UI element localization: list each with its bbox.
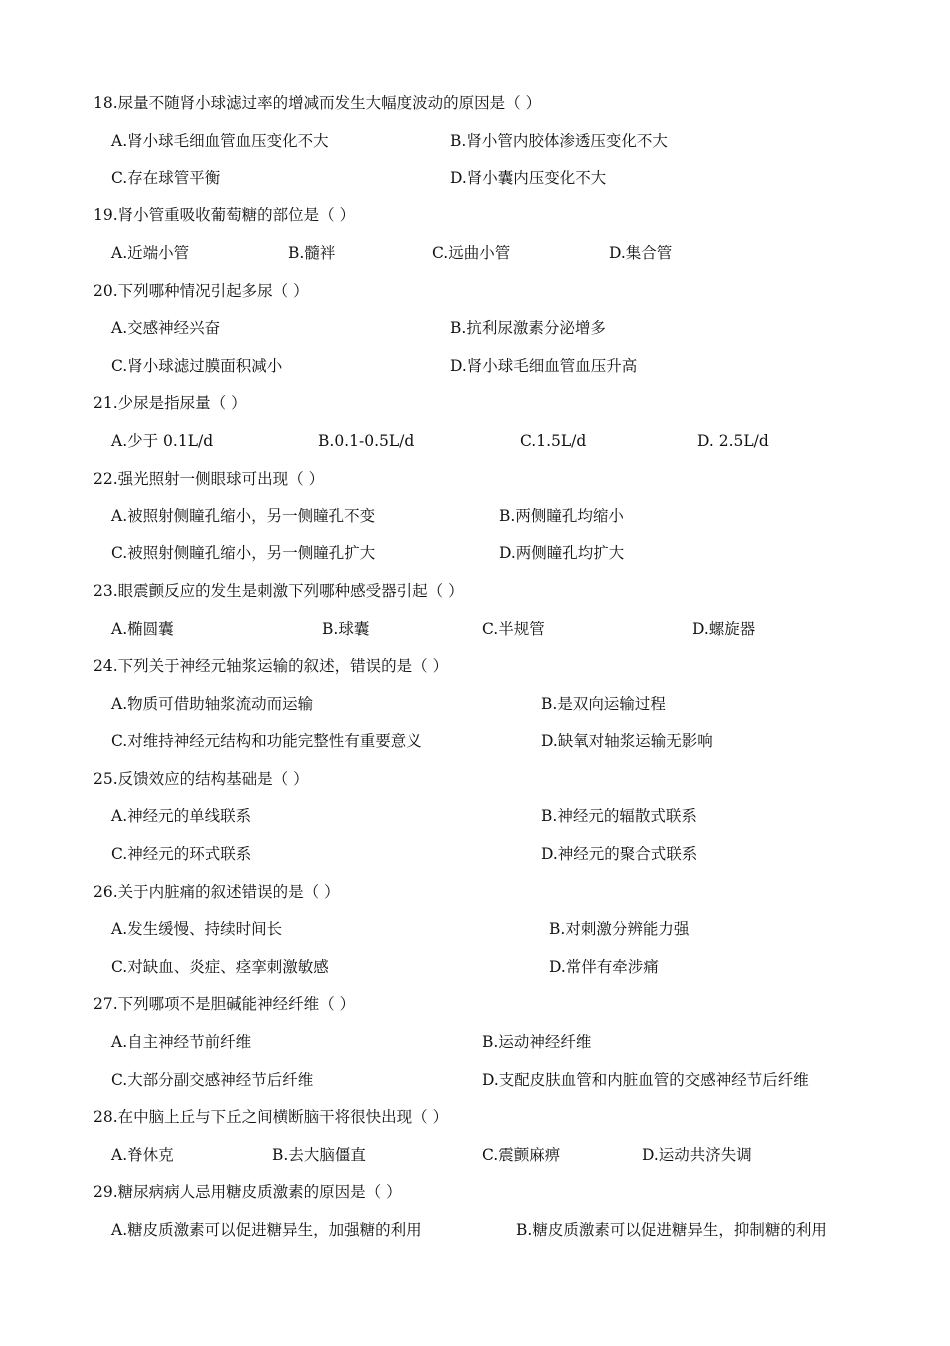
- question-text: 23.眼震颤反应的发生是刺激下列哪种感受器引起（ ）: [93, 582, 464, 600]
- option-a: A.被照射侧瞳孔缩小，另一侧瞳孔不变: [111, 507, 376, 525]
- question-text: 19.肾小管重吸收葡萄糖的部位是（ ）: [93, 206, 356, 224]
- question-29-options-row-1: [0, 1218, 950, 1242]
- option-b: B.糖皮质激素可以促进糖异生，抑制糖的利用: [516, 1221, 827, 1239]
- option-b: B.髓袢: [288, 244, 336, 262]
- question-25-options-row-2: [0, 842, 950, 866]
- question-24-options-row-1: [0, 692, 950, 716]
- question-22-options-row-2: [0, 541, 950, 565]
- option-c: C.对维持神经元结构和功能完整性有重要意义: [111, 732, 422, 750]
- question-23-options-row-1: [0, 617, 950, 641]
- option-a: A.神经元的单线联系: [111, 807, 252, 825]
- option-d: D.集合管: [609, 244, 673, 262]
- question-text: 28.在中脑上丘与下丘之间横断脑干将很快出现（ ）: [93, 1108, 449, 1126]
- question-20-options-row-2: [0, 354, 950, 378]
- option-a: A.脊休克: [111, 1146, 174, 1164]
- option-c: C.震颤麻痹: [482, 1146, 561, 1164]
- option-c: C.半规管: [482, 620, 545, 638]
- question-21-options-row-1: [0, 429, 950, 453]
- option-d: D.常伴有牵涉痛: [549, 958, 659, 976]
- option-b: B.去大脑僵直: [272, 1146, 366, 1164]
- question-19-stem: [0, 203, 950, 227]
- option-d: D.缺氧对轴浆运输无影响: [541, 732, 713, 750]
- question-26-stem: [0, 880, 950, 904]
- question-text: 27.下列哪项不是胆碱能神经纤维（ ）: [93, 995, 356, 1013]
- option-b: B.神经元的辐散式联系: [541, 807, 697, 825]
- option-c: C.存在球管平衡: [111, 169, 221, 187]
- option-d: D.肾小囊内压变化不大: [450, 169, 607, 187]
- option-c: C.对缺血、炎症、痉挛刺激敏感: [111, 958, 329, 976]
- question-24-stem: [0, 654, 950, 678]
- option-a: A.少于 0.1L/d: [111, 432, 214, 450]
- option-d: D.螺旋器: [692, 620, 756, 638]
- option-a: A.近端小管: [111, 244, 190, 262]
- option-b: B.两侧瞳孔均缩小: [499, 507, 624, 525]
- question-21-stem: [0, 391, 950, 415]
- question-19-options-row-1: [0, 241, 950, 265]
- question-text: 18.尿量不随肾小球滤过率的增减而发生大幅度波动的原因是（ ）: [93, 94, 542, 112]
- option-b: B.运动神经纤维: [482, 1033, 592, 1051]
- option-c: C.肾小球滤过膜面积减小: [111, 357, 283, 375]
- option-b: B.是双向运输过程: [541, 695, 666, 713]
- question-text: 25.反馈效应的结构基础是（ ）: [93, 770, 309, 788]
- option-d: D.两侧瞳孔均扩大: [499, 544, 625, 562]
- question-20-options-row-1: [0, 316, 950, 340]
- question-18-options-row-1: [0, 129, 950, 153]
- question-text: 29.糖尿病病人忌用糖皮质激素的原因是（ ）: [93, 1183, 402, 1201]
- question-27-options-row-1: [0, 1030, 950, 1054]
- question-24-options-row-2: [0, 729, 950, 753]
- option-a: A.交感神经兴奋: [111, 319, 221, 337]
- question-text: 20.下列哪种情况引起多尿（ ）: [93, 282, 309, 300]
- option-c: C.1.5L/d: [520, 432, 587, 450]
- question-25-stem: [0, 767, 950, 791]
- option-d: D.运动共济失调: [642, 1146, 752, 1164]
- option-d: D. 2.5L/d: [697, 432, 769, 450]
- question-text: 26.关于内脏痛的叙述错误的是（ ）: [93, 883, 340, 901]
- question-28-options-row-1: [0, 1143, 950, 1167]
- option-b: B.球囊: [322, 620, 370, 638]
- question-29-stem: [0, 1180, 950, 1204]
- option-c: C.大部分副交感神经节后纤维: [111, 1071, 314, 1089]
- option-a: A.椭圆囊: [111, 620, 174, 638]
- option-b: B.0.1-0.5L/d: [318, 432, 415, 450]
- option-a: A.发生缓慢、持续时间长: [111, 920, 283, 938]
- question-27-stem: [0, 992, 950, 1016]
- option-b: B.肾小管内胶体渗透压变化不大: [450, 132, 668, 150]
- question-18-options-row-2: [0, 166, 950, 190]
- question-22-stem: [0, 467, 950, 491]
- question-22-options-row-1: [0, 504, 950, 528]
- question-text: 22.强光照射一侧眼球可出现（ ）: [93, 470, 325, 488]
- option-c: C.神经元的环式联系: [111, 845, 252, 863]
- option-d: D.肾小球毛细血管血压升高: [450, 357, 638, 375]
- option-d: D.支配皮肤血管和内脏血管的交感神经节后纤维: [482, 1071, 809, 1089]
- question-23-stem: [0, 579, 950, 603]
- question-26-options-row-2: [0, 955, 950, 979]
- option-a: A.物质可借助轴浆流动而运输: [111, 695, 314, 713]
- question-18-stem: [0, 91, 950, 115]
- question-text: 21.少尿是指尿量（ ）: [93, 394, 247, 412]
- option-a: A.肾小球毛细血管血压变化不大: [111, 132, 329, 150]
- question-28-stem: [0, 1105, 950, 1129]
- question-25-options-row-1: [0, 804, 950, 828]
- option-d: D.神经元的聚合式联系: [541, 845, 698, 863]
- option-b: B.对刺激分辨能力强: [549, 920, 690, 938]
- option-a: A.糖皮质激素可以促进糖异生，加强糖的利用: [111, 1221, 422, 1239]
- option-c: C.被照射侧瞳孔缩小，另一侧瞳孔扩大: [111, 544, 376, 562]
- option-a: A.自主神经节前纤维: [111, 1033, 252, 1051]
- question-26-options-row-1: [0, 917, 950, 941]
- question-text: 24.下列关于神经元轴浆运输的叙述，错误的是（ ）: [93, 657, 449, 675]
- option-c: C.远曲小管: [432, 244, 511, 262]
- question-27-options-row-2: [0, 1068, 950, 1092]
- option-b: B.抗利尿激素分泌增多: [450, 319, 606, 337]
- question-20-stem: [0, 279, 950, 303]
